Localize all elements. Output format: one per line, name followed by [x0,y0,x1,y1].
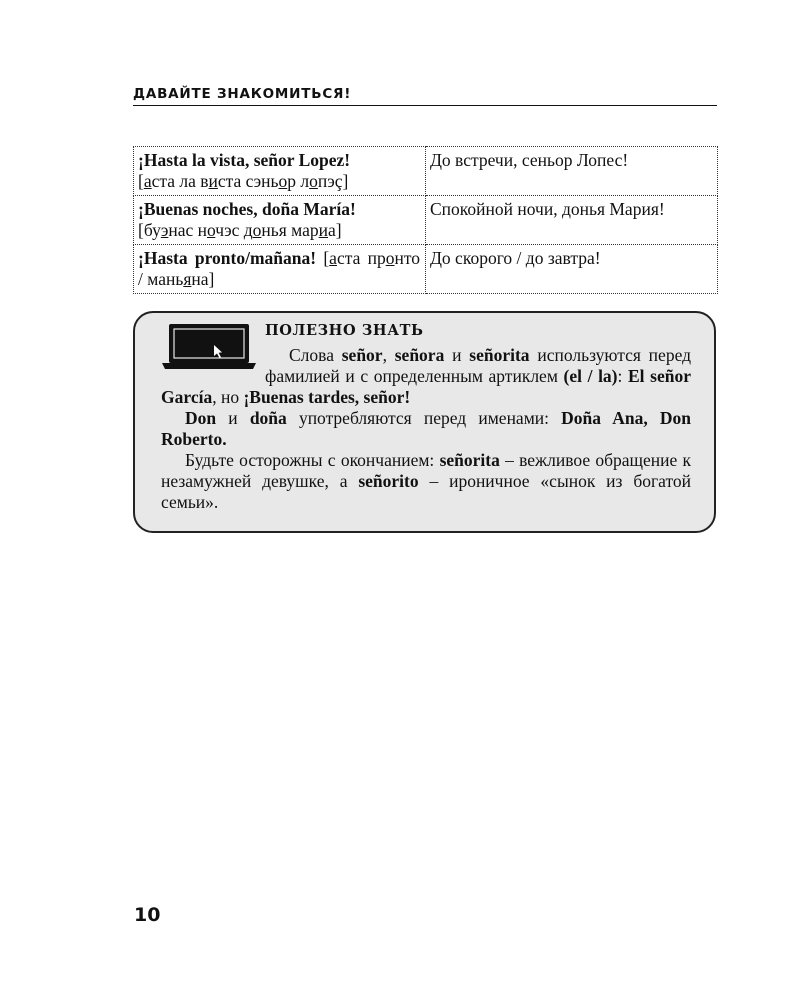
tip-box [133,311,716,533]
tip-text [161,345,691,513]
spanish-cell [134,245,426,294]
header-rule [133,105,717,106]
page-number: 10 [134,904,161,926]
table-row [134,196,718,245]
tip-paragraph: Будьте осторожны с окончанием: señorita – вежливое обращение к незамужней девушке, а señorito – ироничное «сынок из богатой семьи». [161,450,692,512]
russian-translation: Спокойной ночи, донья Мария! [426,196,718,245]
russian-translation: До встречи, сеньор Лопес! [426,147,718,196]
russian-translation: До скорого / до завтра! [426,245,718,294]
pronunciation: [аста ла виста сэньор лопэç] [138,171,349,191]
phrase-table [133,146,718,294]
pronunciation: [аста пронто / маньяна] [138,248,421,289]
spanish-phrase: ¡Hasta pronto/mañana! [138,248,317,268]
tip-paragraph: Слова señor, señora и señorita используются перед фамилией и с определенным артиклем (el / la): El señor García, но ¡Buenas tardes, señor! [161,345,692,407]
pronunciation: [буэнас ночэс донья мариа] [138,220,342,240]
tip-title: ПОЛЕЗНО ЗНАТЬ [265,322,424,339]
tip-paragraph: Don и doña употребляются перед именами: Doña Ana, Don Roberto. [161,408,691,449]
spanish-cell [134,196,426,245]
spanish-cell [134,147,426,196]
running-head: ДАВАЙТЕ ЗНАКОМИТЬСЯ! [133,86,352,102]
table-row [134,147,718,196]
spanish-phrase: ¡Buenas noches, doña María! [138,199,356,219]
spanish-phrase: ¡Hasta la vista, señor Lopez! [138,150,351,170]
table-row [134,245,718,294]
